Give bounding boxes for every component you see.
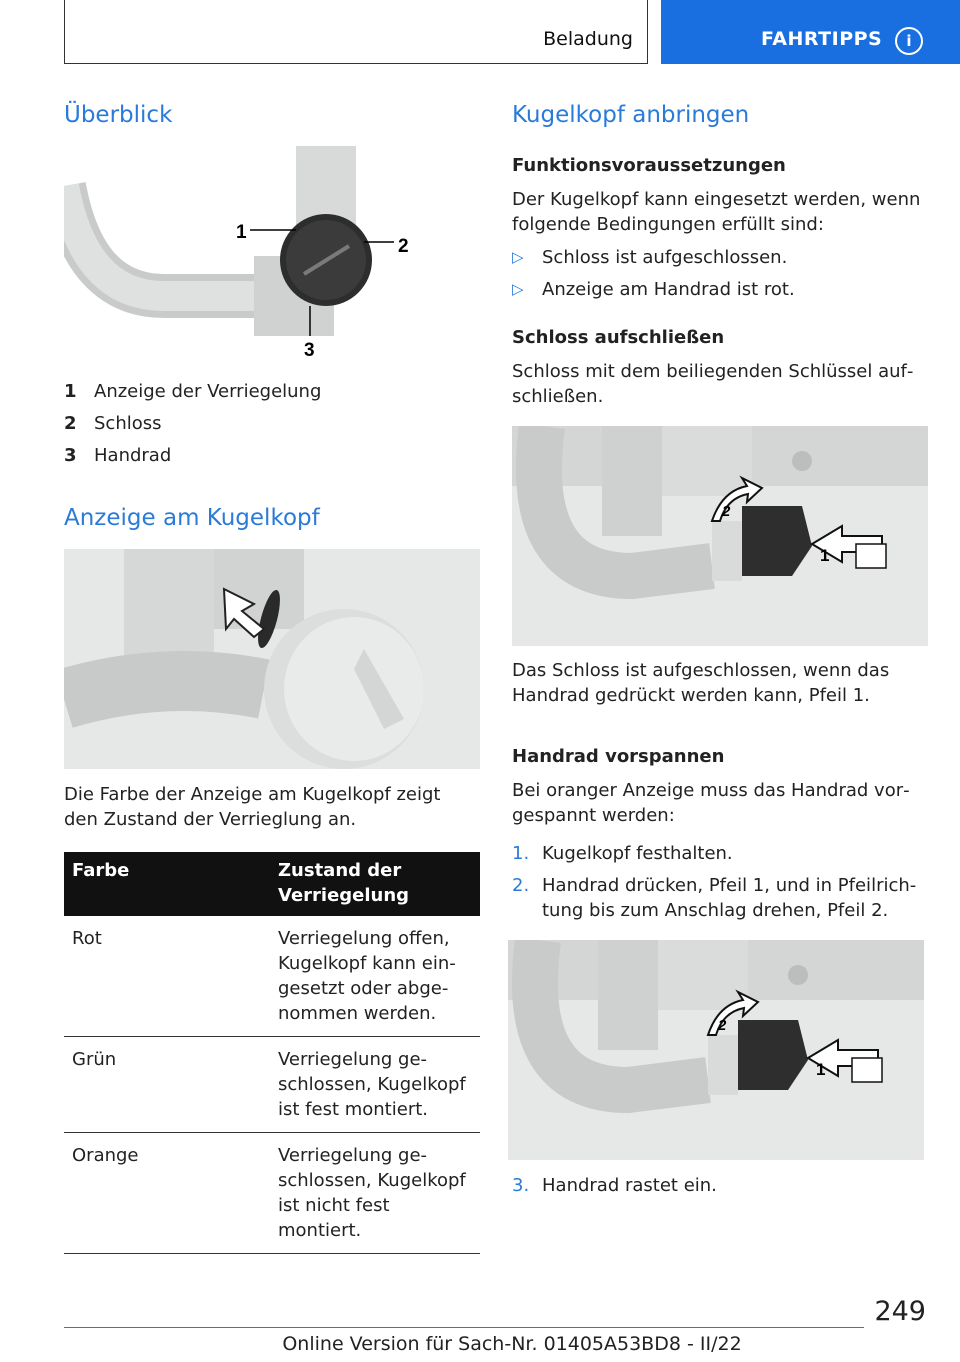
step-item — [512, 1173, 928, 1199]
step-text: Handrad drücken, Pfeil 1, und in Pfeilrichtung bis zum Anschlag drehen, Pfeil 2. — [542, 875, 917, 921]
pretension-illustration — [508, 940, 924, 1160]
step-item — [512, 873, 928, 925]
figure-legend — [64, 376, 321, 472]
step-text: Handrad rastet ein. — [542, 1175, 717, 1196]
indicator-table — [64, 852, 480, 1254]
table-cell-state: Verriegelung offen, Kugelkopf kann eingesetzt oder abgenommen werden. — [270, 916, 480, 1037]
table-row — [64, 1037, 480, 1133]
unlock-callout-1: 1 — [820, 546, 830, 565]
figure-indicator — [64, 549, 480, 769]
header-section-label: Beladung — [543, 28, 633, 50]
table-cell-state: Verriegelung geschlossen, Kugelkopf ist fest montiert. — [270, 1037, 480, 1133]
bullet-item: ▷ Schloss ist aufgeschlossen. — [512, 247, 788, 268]
table-cell-color: Orange — [64, 1133, 270, 1254]
unlock-callout-2: 2 — [722, 503, 731, 520]
table-row — [64, 1133, 480, 1254]
indicator-title: Anzeige am Kugelkopf — [64, 505, 320, 531]
callout-1: 1 — [236, 222, 247, 243]
table-header-color: Farbe — [64, 852, 270, 916]
step-number: 1. — [512, 843, 530, 864]
figure-overview — [64, 146, 480, 366]
header-chapter-label: FAHRTIPPS — [761, 28, 883, 50]
pretension-callout-1: 1 — [816, 1060, 826, 1079]
legend-item: 3 Handrad — [64, 445, 172, 466]
footer-online-version: Online Version für Sach-Nr. 01405A53BD8 - II/22 — [282, 1333, 742, 1355]
step-text: Kugelkopf festhalten. — [542, 843, 733, 864]
table-cell-state: Verriegelung geschlossen, Kugelkopf ist nicht fest montiert. — [270, 1133, 480, 1254]
page-number: 249 — [874, 1296, 926, 1327]
towbar-overview-illustration — [64, 146, 480, 366]
pretension-text: Bei oranger Anzeige muss das Handrad vorgespannt werden: — [512, 780, 910, 826]
figure-pretension — [508, 940, 924, 1160]
unlock-text: Schloss mit dem beiliegenden Schlüssel aufschließen. — [512, 361, 914, 407]
table-row — [64, 916, 480, 1037]
legend-item: 2 Schloss — [64, 413, 162, 434]
indicator-text: Die Farbe der Anzeige am Kugelkopf zeigt den Zustand der Verrieglung an. — [64, 784, 441, 830]
step-number: 3. — [512, 1175, 530, 1196]
step-item — [512, 841, 928, 867]
footer-divider — [64, 1327, 864, 1328]
table-cell-color: Rot — [64, 916, 270, 1037]
bullet-marker-icon: ▷ — [512, 280, 524, 298]
callout-3: 3 — [304, 340, 315, 361]
attach-title: Kugelkopf anbringen — [512, 102, 750, 128]
bullet-marker-icon: ▷ — [512, 248, 524, 266]
table-header-row — [64, 852, 480, 916]
prereq-heading: Funktionsvoraussetzungen — [512, 155, 786, 176]
step-number: 2. — [512, 875, 530, 896]
table-cell-color: Grün — [64, 1037, 270, 1133]
info-icon: i — [895, 27, 923, 55]
table-header-state: Zustand der Verriegelung — [270, 852, 480, 916]
callout-2: 2 — [398, 236, 409, 257]
overview-title: Überblick — [64, 102, 173, 128]
prereq-text: Der Kugelkopf kann eingesetzt werden, wenn folgende Bedingungen erfüllt sind: — [512, 189, 921, 235]
figure-unlock — [512, 426, 928, 646]
header-section-box — [64, 0, 648, 64]
unlock-illustration — [512, 426, 928, 646]
bullet-item: ▷ Anzeige am Handrad ist rot. — [512, 279, 795, 300]
pretension-callout-2: 2 — [718, 1017, 727, 1034]
unlock-heading: Schloss aufschließen — [512, 327, 725, 348]
legend-item: 1 Anzeige der Verriegelung — [64, 381, 322, 402]
indicator-illustration — [64, 549, 480, 769]
header-chapter-box — [661, 0, 960, 64]
unlocked-text: Das Schloss ist aufgeschlossen, wenn das Handrad gedrückt werden kann, Pfeil 1. — [512, 660, 890, 706]
pretension-heading: Handrad vorspannen — [512, 746, 725, 767]
